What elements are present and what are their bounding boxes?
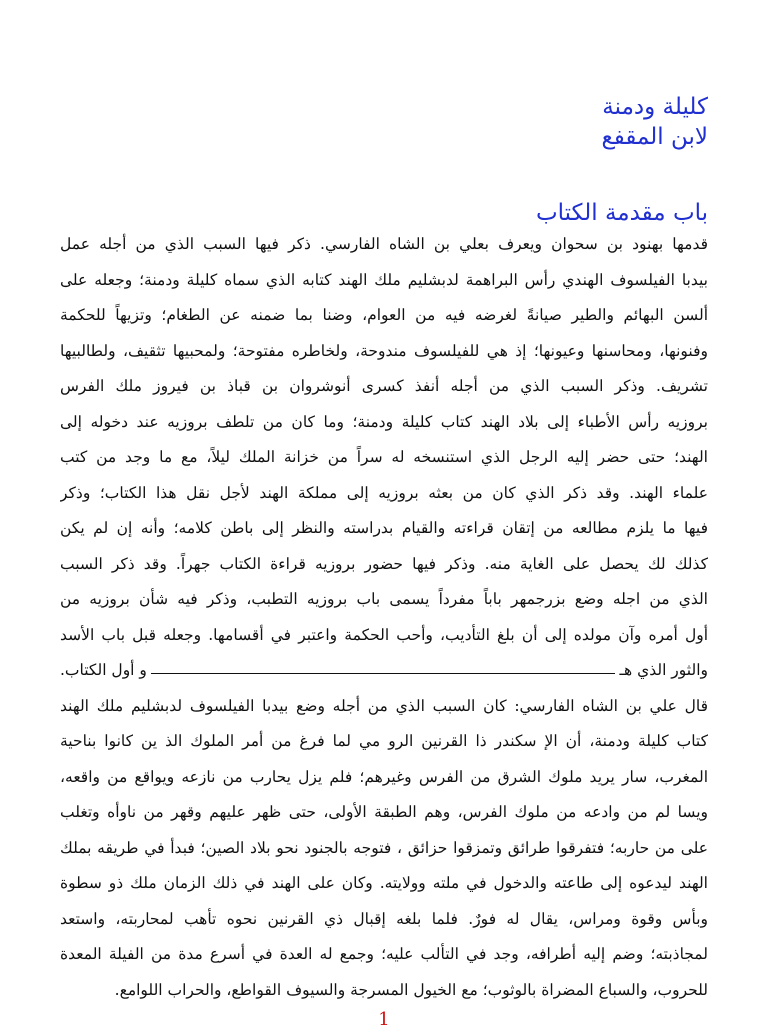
text-line: بروزيه رأس الأطباء إلى بلاد الهند كتاب كليلة ودمنة؛ وما كان من تلطف بروزيه عند دخوله إلى: [60, 412, 708, 431]
text-line: ألسن البهائم والطير صيانةً لغرضه فيه من العوام، وضنا بما ضمنه عن الطغام؛ وتزيهاً للحكمة: [60, 306, 708, 324]
horizontal-rule: [151, 673, 616, 674]
text-line: علماء الهند. وقد ذكر الذي كان من بعثه بروزيه إلى مملكة الهند لأجل نقل هذا الكتاب؛ وذكر: [60, 483, 708, 502]
book-title: [601, 92, 708, 152]
text-line: للحروب، والسباع المضراة بالوثوب؛ مع الخيول المسرجة والسيوف القواطع، والحراب اللوامع.: [114, 980, 708, 999]
text-line: تشريف. وذكر السبب الذي من أجله أنفذ كسرى أنوشروان بن قباذ بن فيروز ملك الفرس: [60, 377, 708, 395]
text-line: بيدبا الفيلسوف الهندي رأس البراهمة لدبشليم ملك الهند كتابه الذي سماه كليلة ودمنة؛ وجعله على: [60, 270, 708, 289]
text-line: الهند؛ حتى حضر إليه الرجل الذي استنسخه له سراً من خزانة الملك ليلاً، مع ما وجد من كتب: [60, 448, 708, 466]
rule-line-end-text: و أول الكتاب.: [60, 661, 147, 679]
text-line: وبأس وقوة ومراس، يقال له فورٌ. فلما بلغه إقبال ذي القرنين نحوه تأهب لمحاربته، واستعد: [60, 909, 708, 928]
book-title-line: كليلة ودمنة: [602, 94, 708, 120]
text-line: قدمها بهنود بن سحوان ويعرف بعلي بن الشاه الفارسي. ذكر فيها السبب الذي من أجله عمل: [60, 235, 708, 253]
text-line: ويسا لم من وادعه من ملوك الفرس، وهم الطبقة الأولى، حتى ظهر عليهم وقهر من ناوأه وتغلب: [60, 803, 708, 821]
page-number: 1: [378, 1009, 390, 1030]
text-line: الذي من اجله وضع بزرجمهر باباً مفرداً يسمى باب بروزيه التطبب، وذكر فيه شأن بروزيه من: [60, 590, 708, 608]
text-line: قال علي بن الشاه الفارسي: كان السبب الذي من أجله وضع بيدبا الفيلسوف لدبشليم ملك الهند: [60, 696, 708, 715]
text-line: كتاب كليلة ودمنة، أن الإ سكندر ذا القرنين الرو مي لما فرغ من أمر الملوك الذ ين كانوا بناحية: [60, 732, 708, 750]
text-line-with-rule: [60, 653, 708, 689]
text-line: الهند ليدعوه إلى طاعته والدخول في ملته وولايته. وكان على الهند في ذلك الزمان ملك ذو سطوة: [60, 874, 708, 892]
text-line: المغرب، سار يريد ملوك الشرق من الفرس وغيرهم؛ فلم يزل يحارب من نازعه ويواقع من واقعه،: [60, 767, 708, 786]
text-line: على من حاربه؛ فتفرقوا طرائق وتمزقوا حزائق ، فتوجه بالجنود نحو بلاد الصين؛ فبدأ في طريقه بملك: [60, 838, 708, 857]
body-text: [60, 227, 708, 1008]
text-line: لمجاذبته؛ وضم إليه أطرافه، وجد في التألب عليه؛ وجمع له العدة في أسرع مدة من الفيلة المعدة: [60, 945, 708, 963]
text-line: فيها ما يلزم مطالعه من إتقان قراءته والقيام بدراسته والنظر إلى باطن كلامه؛ وأنه إن لم يكن: [60, 519, 708, 537]
text-line: كذلك لك يحصل على الغاية منه. وذكر فيها حضور بروزيه قراءة الكتاب جهراً. وقد ذكر السبب: [60, 554, 708, 573]
text-line: وفنونها، ومحاسنها وعيونها؛ إذ هي للفيلسوف مندوحة، ولخاطره مفتوحة؛ ولمحبيها تثقيف، ولطالبيها: [60, 341, 708, 360]
rule-line-start-text: والثور الذي هـ: [619, 661, 708, 679]
text-line: أول أمره وآن مولده إلى أن بلغ التأديب، وأحب الحكمة واعتبر في أقسامها. وجعله قبل باب الأسد: [60, 625, 708, 644]
chapter-title: باب مقدمة الكتاب: [535, 200, 708, 226]
book-author-line: لابن المقفع: [601, 124, 708, 150]
